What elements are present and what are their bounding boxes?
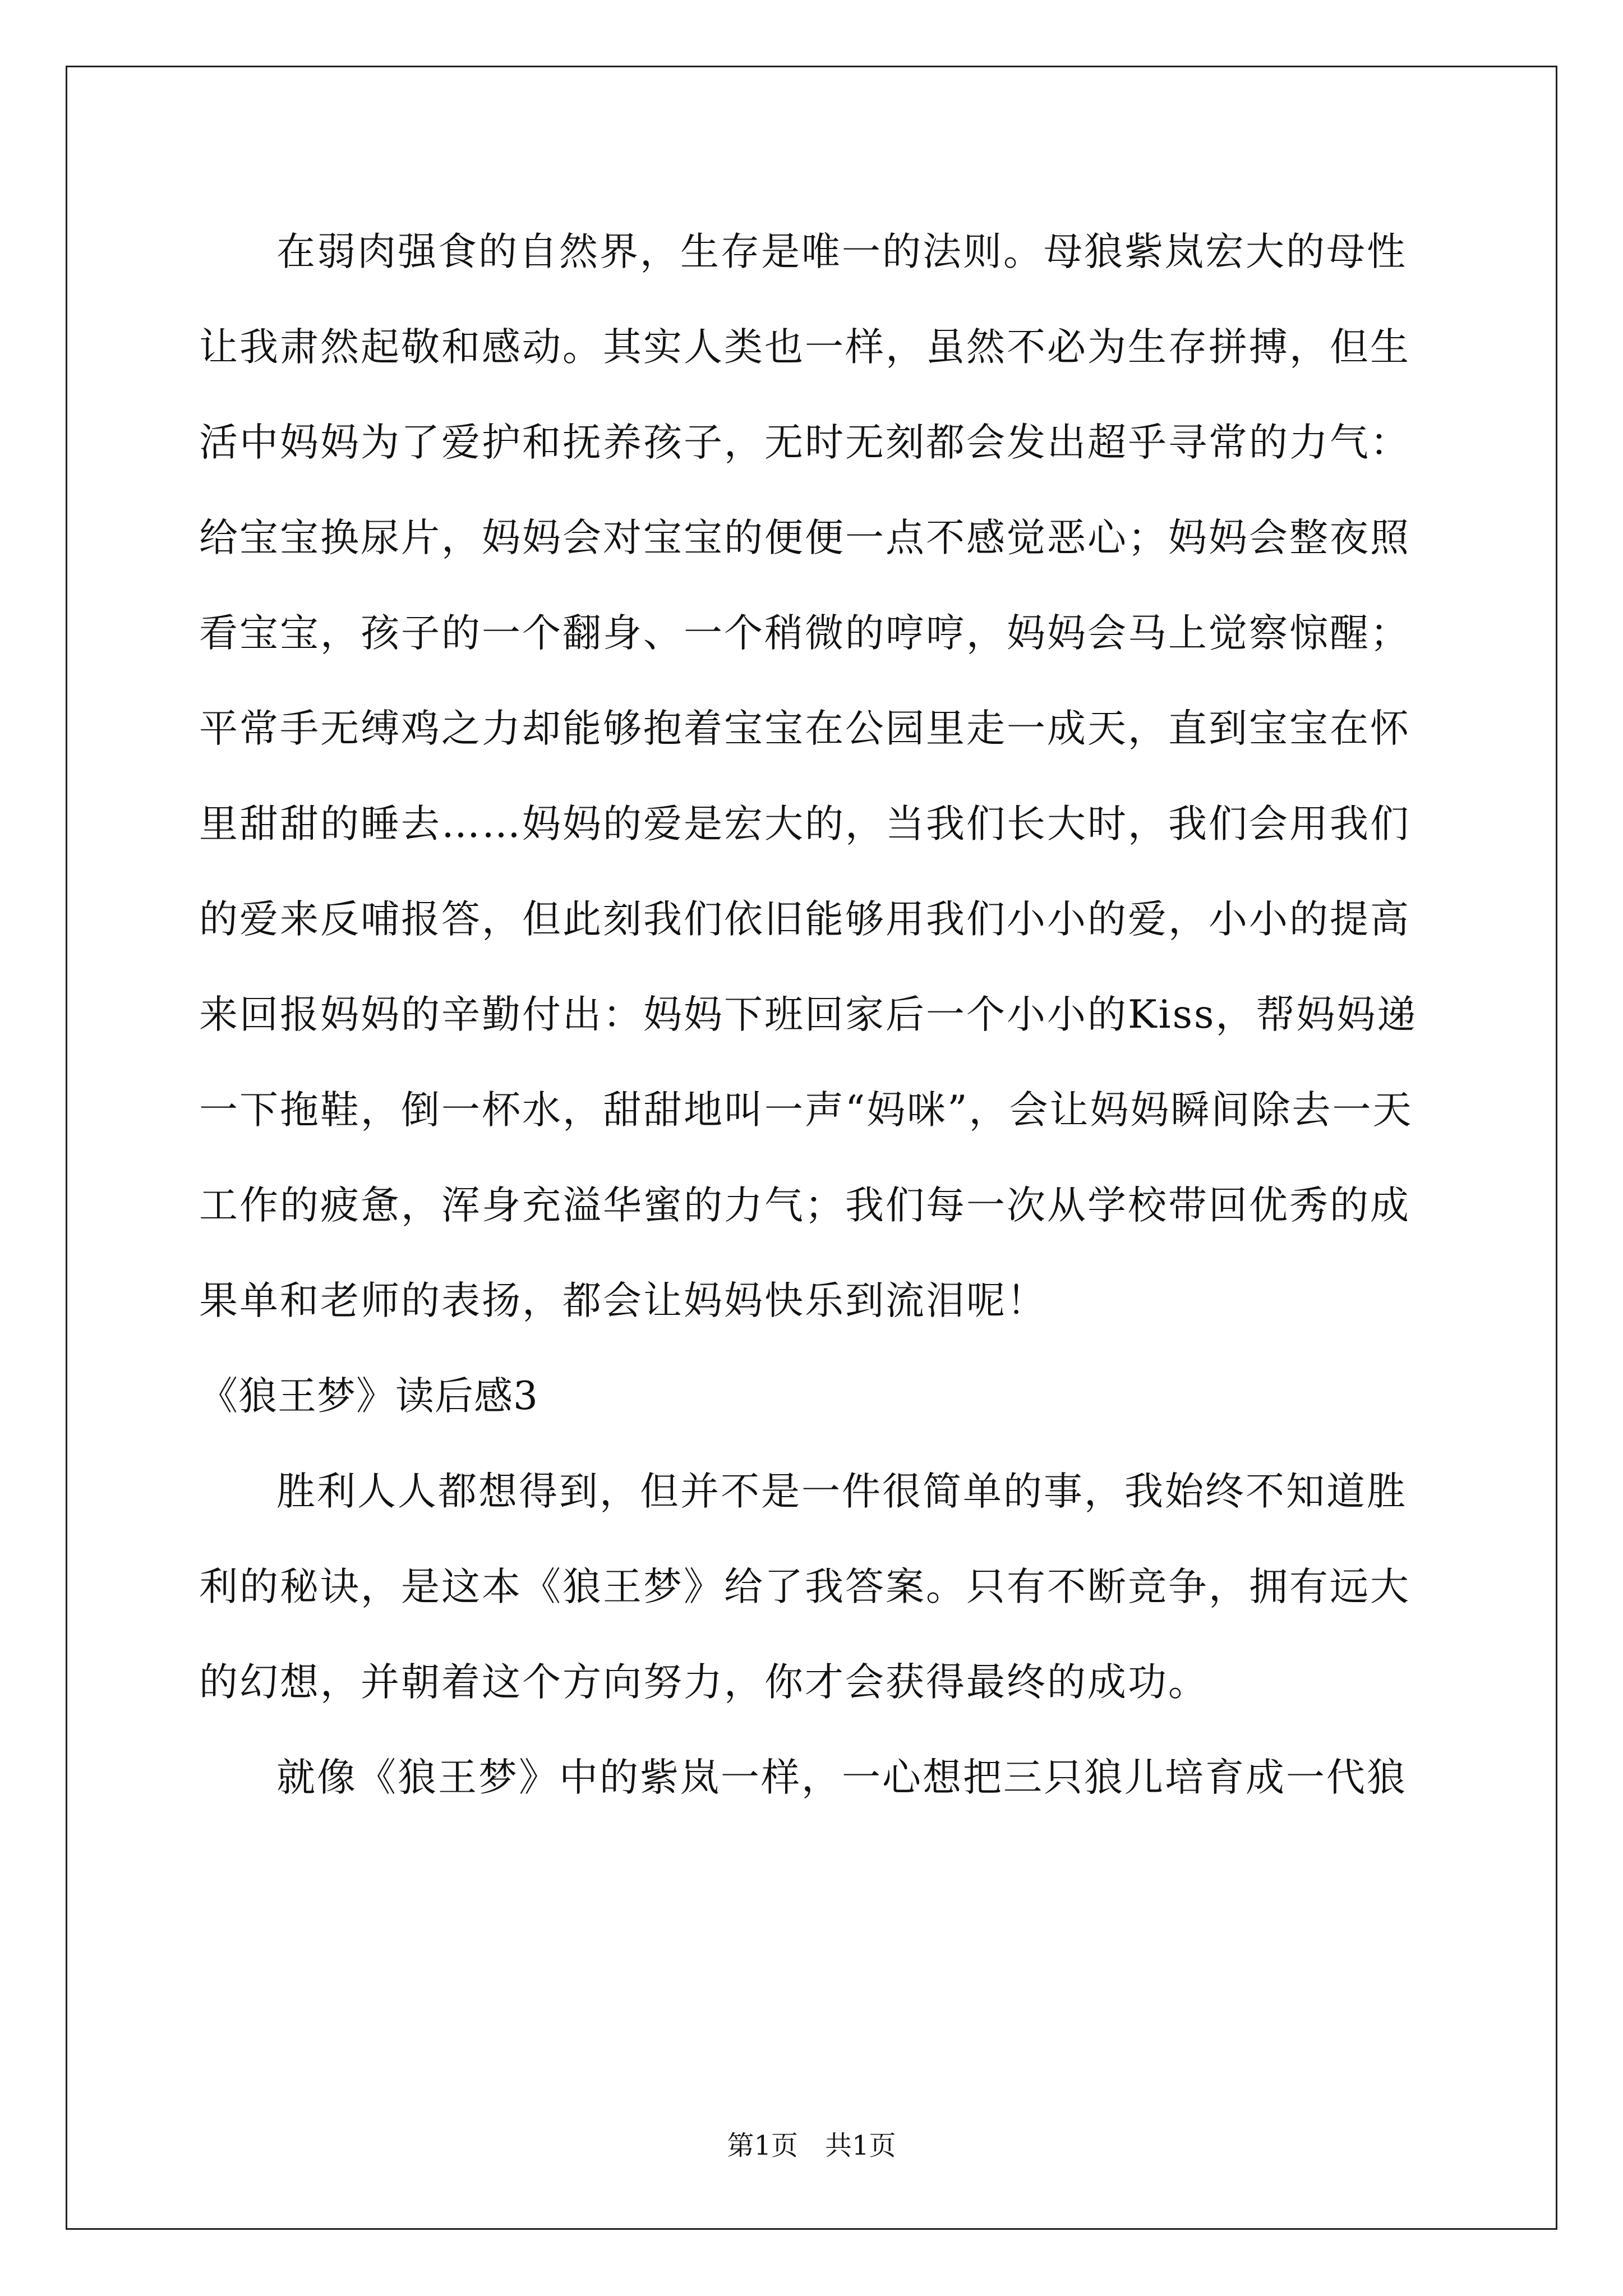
paragraph-line: 果单和老师的表扬，都会让妈妈快乐到流泪呢！	[199, 1278, 1047, 1323]
paragraph-line: 活中妈妈为了爱护和抚养孩子，无时无刻都会发出超乎寻常的力气：	[199, 420, 1410, 465]
paragraph-line: 来回报妈妈的辛勤付出：妈妈下班回家后一个小小的Kiss，帮妈妈递	[199, 992, 1418, 1037]
paragraph-line: 利的秘诀，是这本《狼王梦》给了我答案。只有不断竞争，拥有远大	[199, 1565, 1410, 1609]
paragraph	[199, 1458, 1427, 1744]
paragraph-line: 里甜甜的睡去……妈妈的爱是宏大的，当我们长大时，我们会用我们	[199, 802, 1410, 846]
paragraph	[199, 218, 1427, 1363]
paragraph-line: 的幻想，并朝着这个方向努力，你才会获得最终的成功。	[199, 1660, 1209, 1705]
paragraph-line: 平常手无缚鸡之力却能够抱着宝宝在公园里走一成天，直到宝宝在怀	[199, 706, 1410, 751]
paragraph-line: 一下拖鞋，倒一杯水，甜甜地叫一声“妈咪”，会让妈妈瞬间除去一天	[199, 1088, 1413, 1133]
paragraph-line: 给宝宝换尿片，妈妈会对宝宝的便便一点不感觉恶心；妈妈会整夜照	[199, 516, 1410, 560]
paragraph-line: 工作的疲惫，浑身充溢华蜜的力气；我们每一次从学校带回优秀的成	[199, 1183, 1410, 1228]
paragraph-line: 胜利人人都想得到，但并不是一件很简单的事，我始终不知道胜	[276, 1469, 1407, 1514]
document-body	[199, 218, 1427, 1839]
paragraph-line: 就像《狼王梦》中的紫岚一样，一心想把三只狼儿培育成一代狼	[276, 1755, 1407, 1800]
paragraph	[199, 1744, 1427, 1839]
page-number-footer: 第1页 共1页	[727, 2130, 896, 2161]
paragraph-line: 让我肃然起敬和感动。其实人类也一样，虽然不必为生存拼搏，但生	[199, 325, 1410, 370]
paragraph-line: 看宝宝，孩子的一个翻身、一个稍微的哼哼，妈妈会马上觉察惊醒；	[199, 611, 1410, 656]
section-heading: 《狼王梦》读后感3	[199, 1374, 538, 1419]
paragraph-line: 的爱来反哺报答，但此刻我们依旧能够用我们小小的爱，小小的提高	[199, 897, 1410, 942]
paragraph-line: 在弱肉强食的自然界，生存是唯一的法则。母狼紫岚宏大的母性	[276, 229, 1407, 274]
